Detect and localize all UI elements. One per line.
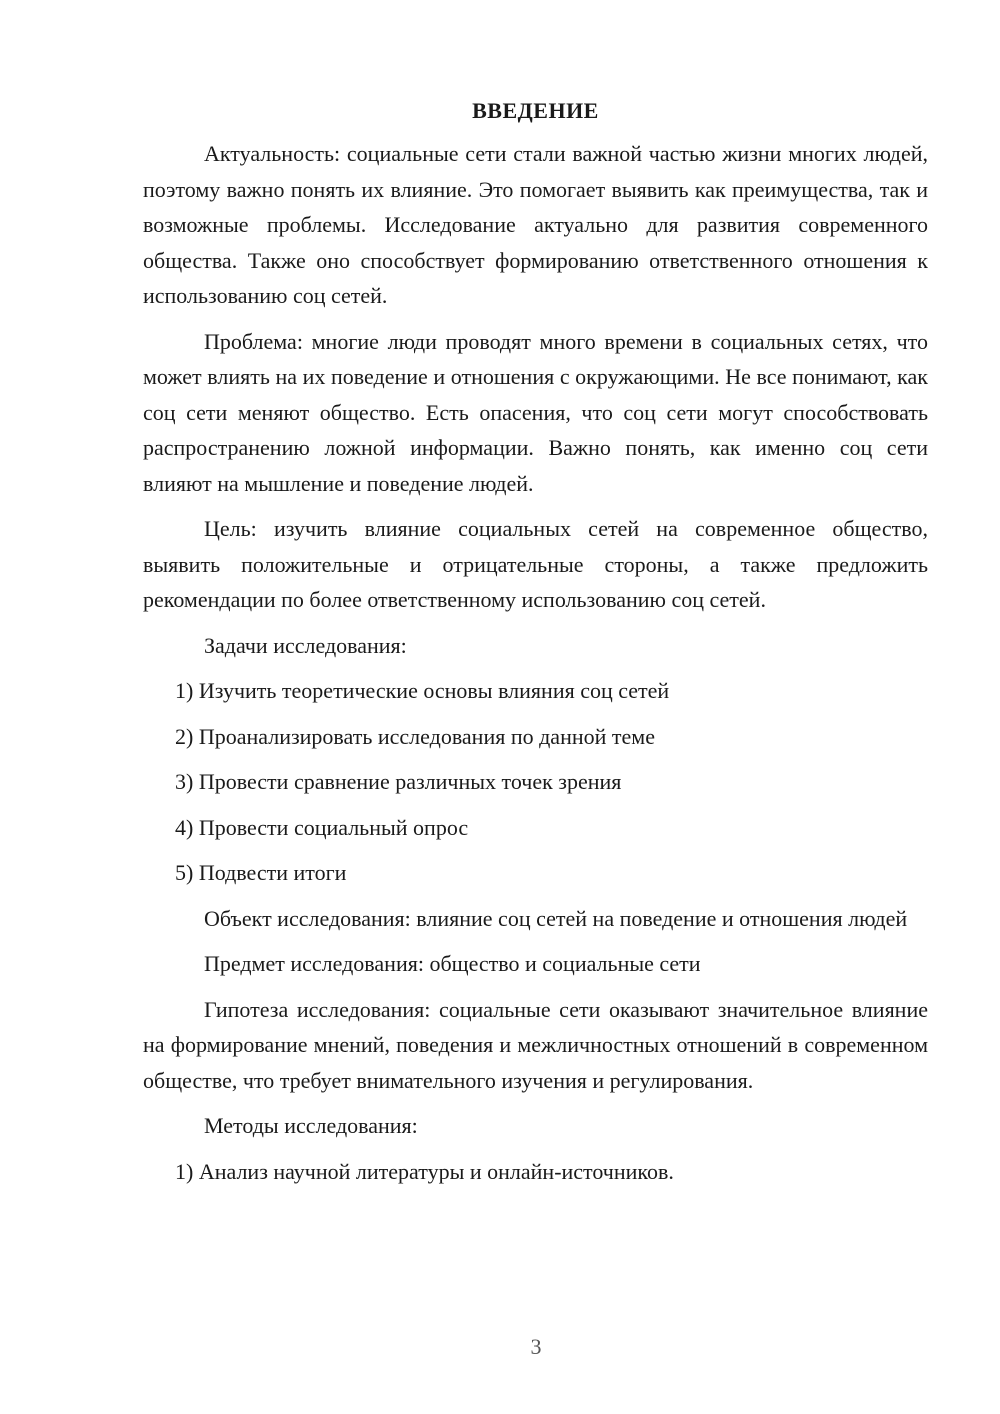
page-number: 3 (530, 1334, 542, 1359)
object-paragraph: Объект исследования: влияние соц сетей на поведение и отношения людей (204, 905, 908, 931)
list-item: 2) Проанализировать исследования по данной теме (175, 723, 655, 749)
list-item: 5) Подвести итоги (175, 860, 347, 885)
list-item: 1) Анализ научной литературы и онлайн-источников. (175, 1158, 674, 1184)
list-item: 4) Провести социальный опрос (175, 814, 469, 840)
subject-paragraph: Предмет исследования: общество и социальные сети (204, 951, 701, 976)
hypothesis-paragraph: Гипотеза исследования: социальные сети оказывают значительное влияние на формирование мнений, поведения и межличностных отношений в современном обществе, что требует внимательного изучения и регулирования. (143, 996, 928, 1093)
relevance-paragraph: Актуальность: социальные сети стали важной частью жизни многих людей, поэтому важно понять их влияние. Это помогает выявить как преимущества, так и возможные проблемы. Исследование актуально для развития современного общества. Также оно способствует формированию ответственного отношения к использованию соц сетей. (143, 141, 928, 308)
section-title: ВВЕДЕНИЕ (472, 98, 599, 123)
list-item: 3) Провести сравнение различных точек зрения (175, 769, 622, 794)
goal-paragraph: Цель: изучить влияние социальных сетей на современное общество, выявить положительные и отрицательные стороны, а также предложить рекомендации по более ответственному использованию соц сетей. (143, 516, 928, 612)
methods-heading: Методы исследования: (204, 1113, 418, 1138)
problem-paragraph: Проблема: многие люди проводят много времени в социальных сетях, что может влиять на их поведение и отношения с окружающими. Не все понимают, как соц сети меняют общество. Есть опасения, что соц сети могут способствовать распространению ложной информации. Важно понять, как именно соц сети влияют на мышление и поведение людей. (143, 328, 928, 496)
methods-list (143, 1154, 928, 1190)
list-item: 1) Изучить теоретические основы влияния соц сетей (175, 678, 670, 703)
tasks-heading: Задачи исследования: (204, 632, 407, 658)
document-page (143, 96, 928, 1199)
tasks-list (143, 673, 928, 891)
